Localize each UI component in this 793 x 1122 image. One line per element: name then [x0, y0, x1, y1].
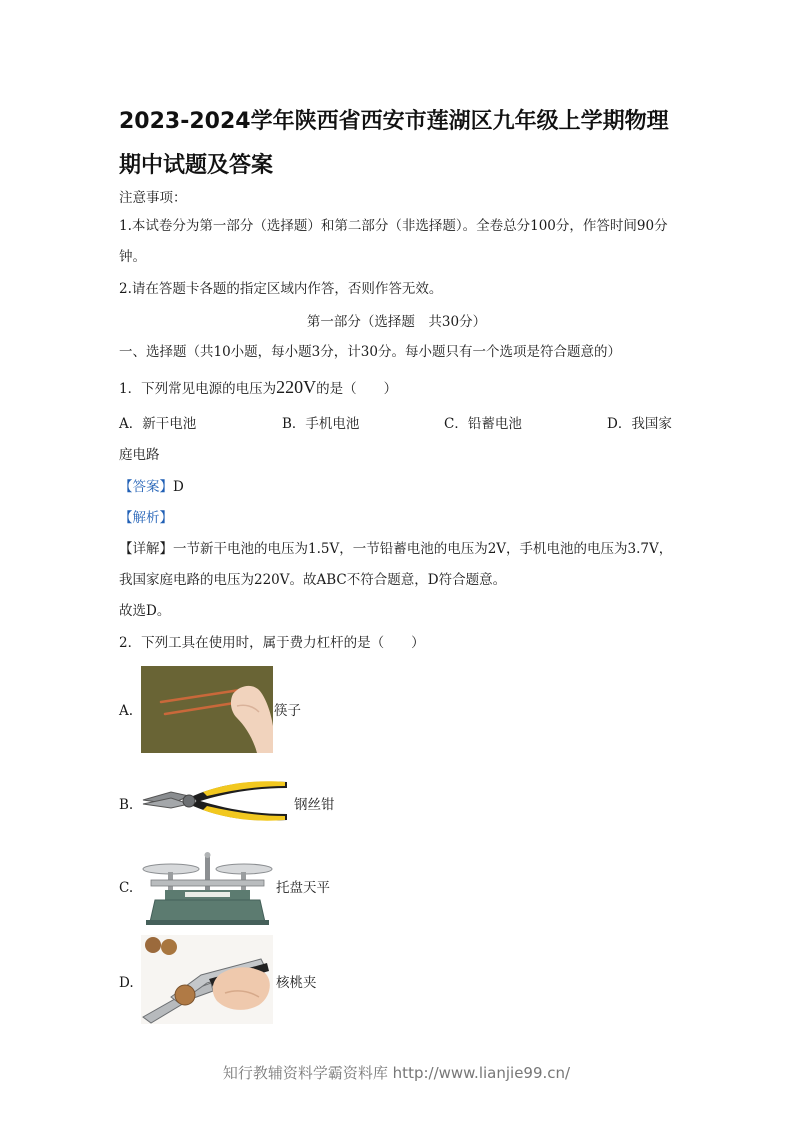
- pliers-image: [141, 774, 289, 830]
- nutcracker-image: [141, 935, 273, 1024]
- q1-option-d-continued: 庭电路: [119, 447, 160, 463]
- q1-conclusion: 故选D。: [119, 603, 171, 619]
- answer-value: D: [173, 479, 184, 495]
- detail-text: 一节新干电池的电压为1.5V，一节铅蓄电池的电压为2V，手机电池的电压为3.7V，我国家庭电路的电压为220V。故ABC不符合题意，D符合题意。: [119, 541, 673, 588]
- q1-option-b: B．手机电池: [282, 416, 360, 432]
- answer-tag: 【答案】: [119, 479, 173, 495]
- q1-detail: [119, 534, 679, 596]
- notice-heading: 注意事项：: [119, 190, 187, 206]
- notice-item-2: 2.请在答题卡各题的指定区域内作答，否则作答无效。: [119, 281, 443, 297]
- q2-option-b-label: 钢丝钳: [294, 797, 335, 813]
- section-heading: 一、选择题（共10小题，每小题3分，计30分。每小题只有一个选项是符合题意的）: [119, 344, 621, 360]
- q2-option-c-label: 托盘天平: [276, 880, 330, 896]
- q1-option-c: C．铅蓄电池: [444, 416, 522, 432]
- q1-voltage: 220V: [276, 377, 317, 397]
- q2-option-a-label: 筷子: [274, 703, 301, 719]
- question-1-stem: [119, 377, 397, 399]
- q1-answer: [119, 477, 184, 497]
- part-one-heading: 第一部分（选择题 共30分）: [306, 314, 487, 330]
- q1-stem-after: 的是（ ）: [316, 381, 398, 397]
- chopsticks-image: [141, 666, 273, 753]
- detail-tag: 【详解】: [119, 541, 173, 557]
- q2-option-d-letter: D.: [119, 975, 134, 991]
- q2-option-a-letter: A.: [119, 703, 134, 719]
- q1-stem-before: 1．下列常见电源的电压为: [119, 381, 277, 397]
- q2-option-c-letter: C.: [119, 880, 134, 896]
- q1-analysis-tag: [119, 508, 173, 528]
- q1-option-a: A．新干电池: [119, 416, 197, 432]
- question-2-stem: 2．下列工具在使用时，属于费力杠杆的是（ ）: [119, 635, 425, 651]
- q1-option-d: D．我国家: [607, 416, 672, 432]
- page-title: 2023-2024学年陕西省西安市莲湖区九年级上学期物理期中试题及答案: [119, 109, 669, 178]
- q2-option-d-label: 核桃夹: [276, 975, 317, 991]
- analysis-tag: 【解析】: [119, 510, 173, 526]
- footer-watermark: 知行教辅资料学霸资料库 http://www.lianjie99.cn/: [222, 1064, 571, 1082]
- notice-item-1: 1.本试卷分为第一部分（选择题）和第二部分（非选择题）。全卷总分100分，作答时间90分钟。: [119, 218, 668, 265]
- q2-option-b-letter: B.: [119, 797, 134, 813]
- balance-scale-image: [141, 850, 274, 925]
